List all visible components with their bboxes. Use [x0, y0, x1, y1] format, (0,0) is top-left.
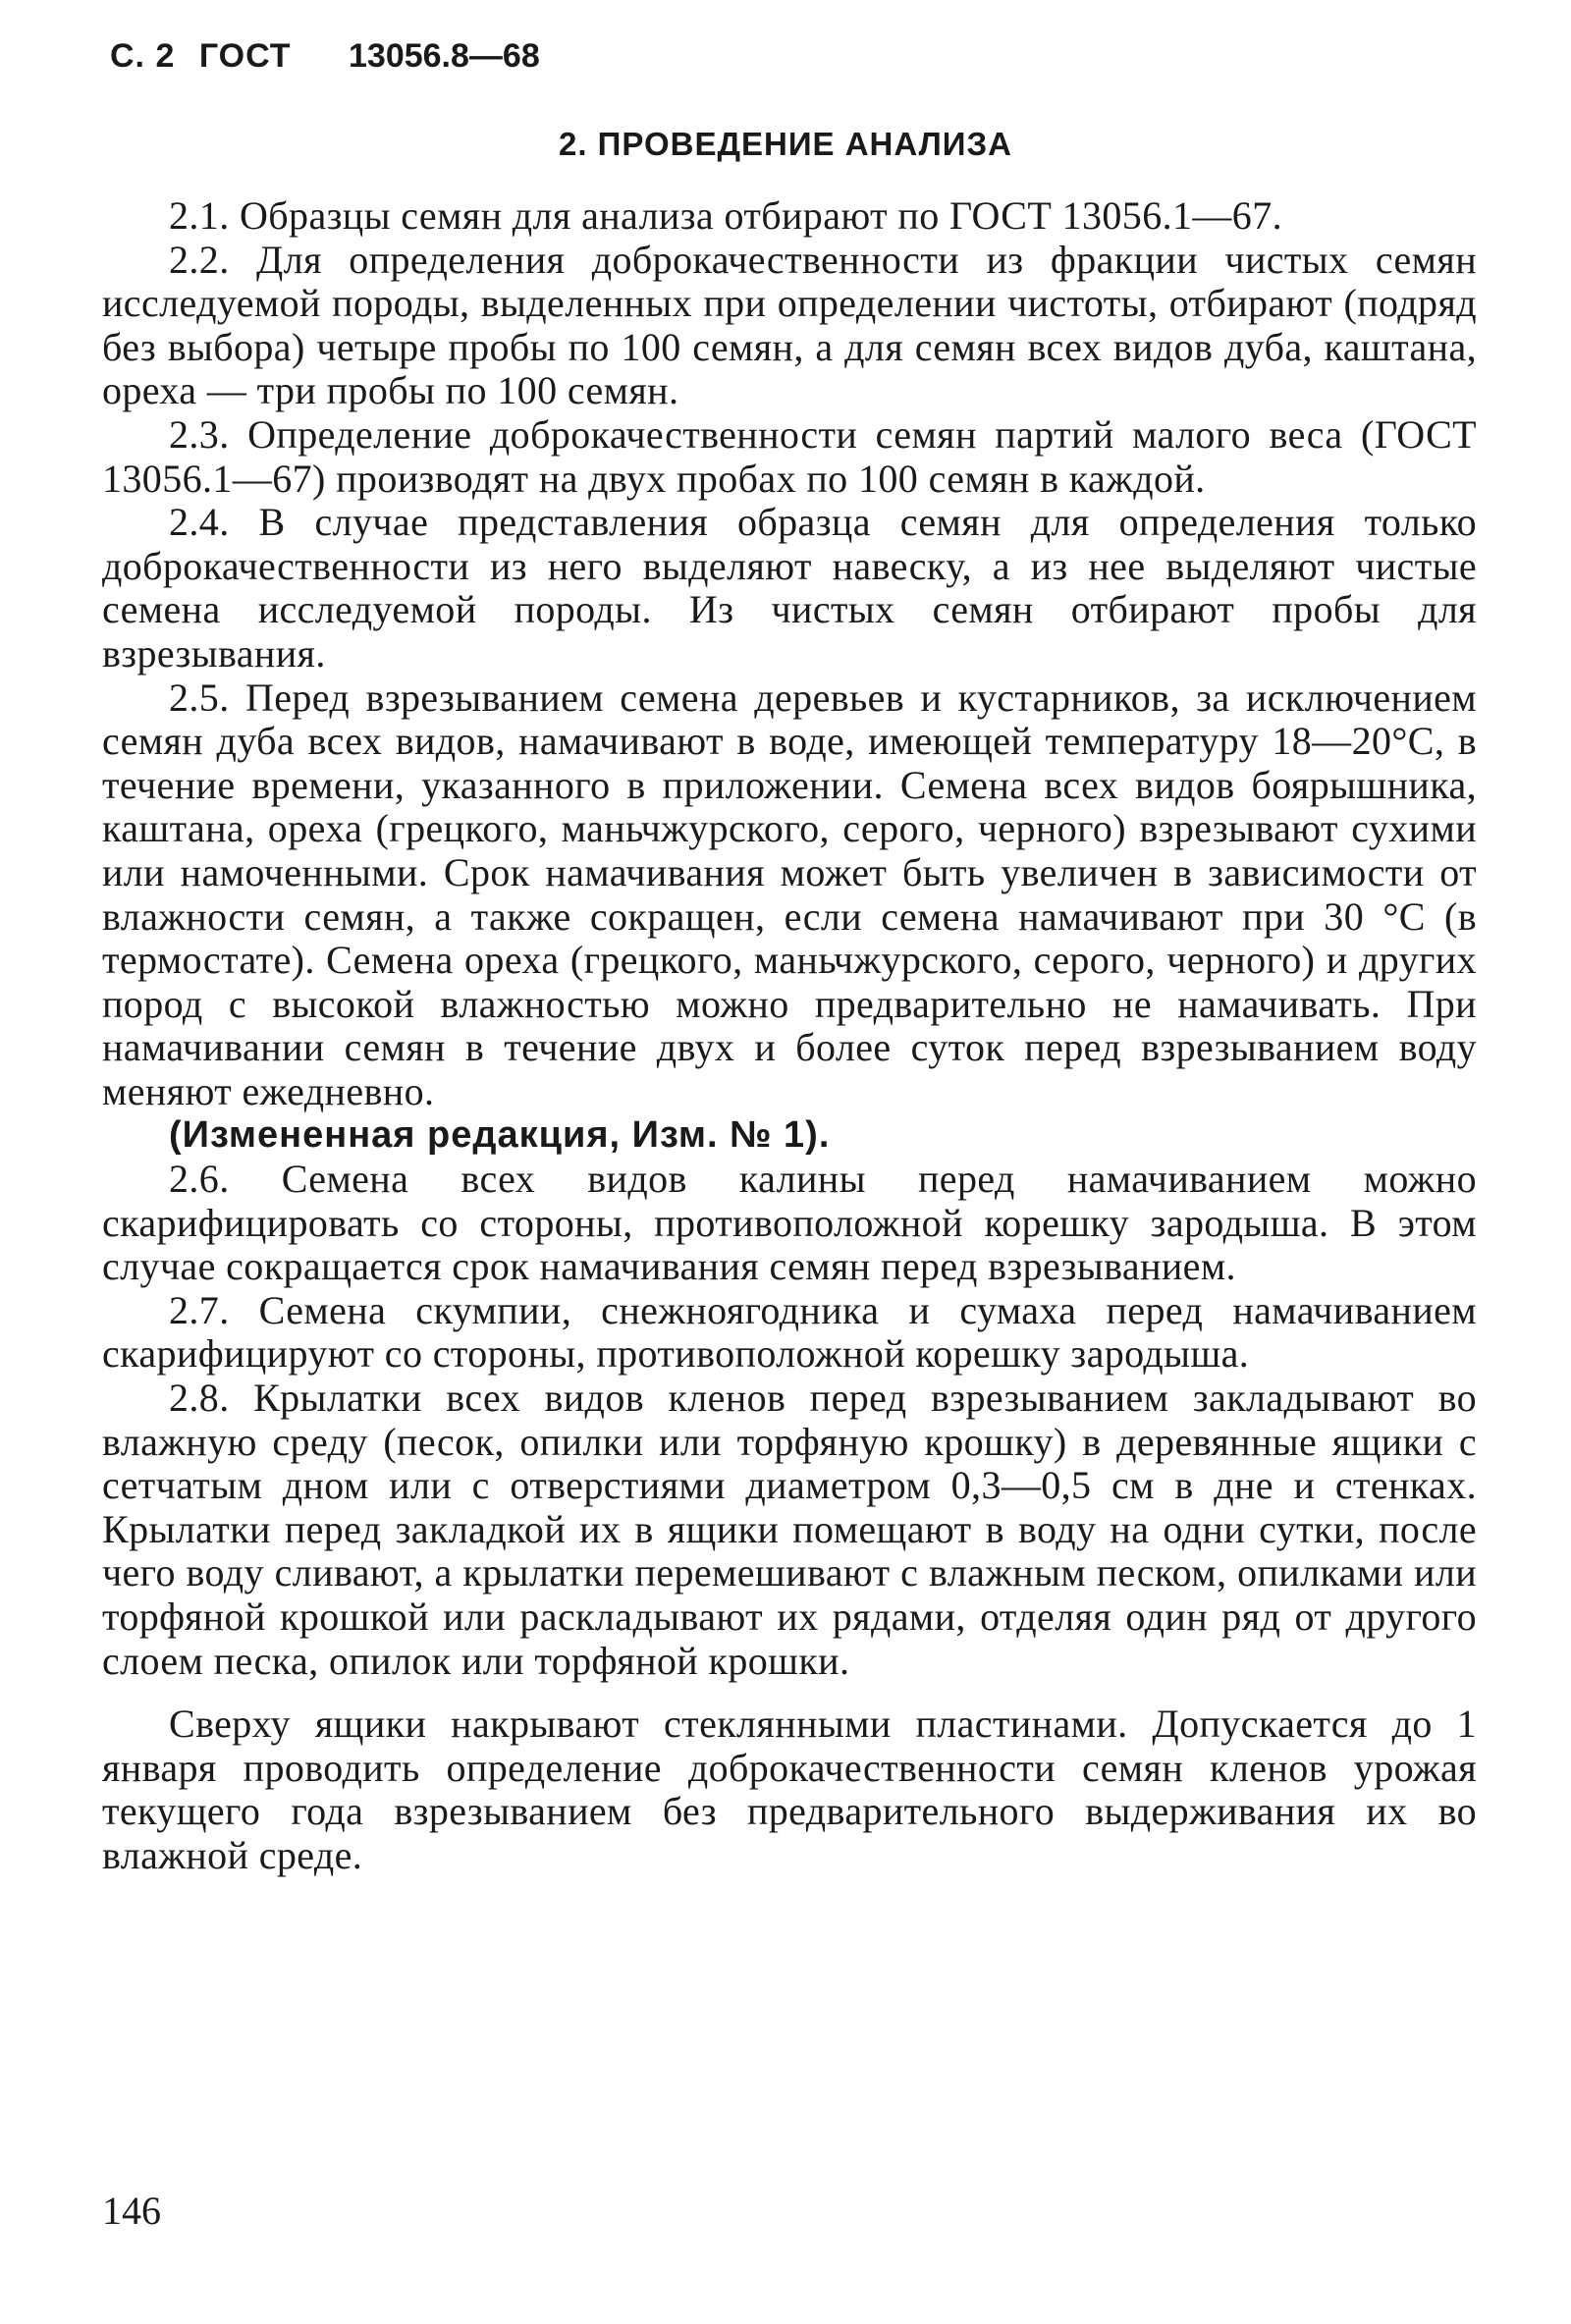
- paragraph-2-8-continued: Сверху ящики накрывают стеклянными пластинами. Допускается до 1 января проводить определение доброкачественности семян кленов урожая текущего года взрезыванием без предварительного выдерживания их во влажной среде.: [102, 1702, 1477, 1877]
- body-text: [102, 194, 1477, 1878]
- page-header: [110, 37, 554, 76]
- section-title: 2. ПРОВЕДЕНИЕ АНАЛИЗА: [558, 126, 1013, 162]
- paragraph-2-6: 2.6. Семена всех видов калины перед намачиванием можно скарифицировать со стороны, противоположной корешку зародыша. В этом случае сокращается срок намачивания семян перед взрезыванием.: [102, 1157, 1477, 1289]
- paragraph-2-7: 2.7. Семена скумпии, снежноягодника и сумаха перед намачиванием скарифицируют со стороны, противоположной корешку зародыша.: [102, 1287, 1477, 1377]
- paragraph-2-2: 2.2. Для определения доброкачественности из фракции чистых семян исследуемой породы, выделенных при определении чистоты, отбирают (подряд без выбора) четыре пробы по 100 семян, а для семян всех видов дуба, каштана, ореха — три пробы по 100 семян.: [102, 237, 1477, 413]
- paragraph-2-4: 2.4. В случае представления образца семян для определения только доброкачественности из него выделяют навеску, а из нее выделяют чистые семена исследуемой породы. Из чистых семян отбирают пробы для взрезывания.: [102, 500, 1477, 676]
- standard-label: ГОСТ: [198, 37, 292, 75]
- page-prefix: С. 2: [110, 37, 176, 75]
- paragraph-2-1: 2.1. Образцы семян для анализа отбирают по ГОСТ 13056.1—67.: [169, 193, 1283, 238]
- page-number: 146: [102, 2189, 161, 2233]
- standard-number: 13056.8—68: [349, 37, 540, 75]
- paragraph-2-5: 2.5. Перед взрезыванием семена деревьев и кустарников, за исключением семян дуба всех видов, намачивают в воде, имеющей температуру 18—20°С, в течение времени, указанного в приложении. Семена всех видов боярышника, каштана, ореха (грецкого, маньчжурского, серого, черного) взрезывают сухими или намоченными. Срок намачивания может быть увеличен в зависимости от влажности семян, а также сокращен, если семена намачивают при 30 °С (в термостате). Семена ореха (грецкого, маньчжурского, серого, черного) и других пород с высокой влажностью можно предварительно не намачивать. При намачивании семян в течение двух и более суток перед взрезыванием воду меняют ежедневно.: [102, 675, 1477, 1113]
- paragraph-2-8: 2.8. Крылатки всех видов кленов перед взрезыванием закладывают во влажную среду (песок, опилки или торфяную крошку) в деревянные ящики с сетчатым дном или с отверстиями диаметром 0,3—0,5 см в дне и стенках. Крылатки перед закладкой их в ящики помещают в воду на одни сутки, после чего воду сливают, а крылатки перемешивают с влажным песком, опилками или торфяной крошкой или раскладывают их рядами, отделяя один ряд от другого слоем песка, опилок или торфяной крошки.: [102, 1376, 1477, 1683]
- edit-note: (Измененная редакция, Изм. № 1).: [169, 1114, 831, 1157]
- paragraph-2-3: 2.3. Определение доброкачественности семян партий малого веса (ГОСТ 13056.1—67) производят на двух пробах по 100 семян в каждой.: [102, 411, 1477, 501]
